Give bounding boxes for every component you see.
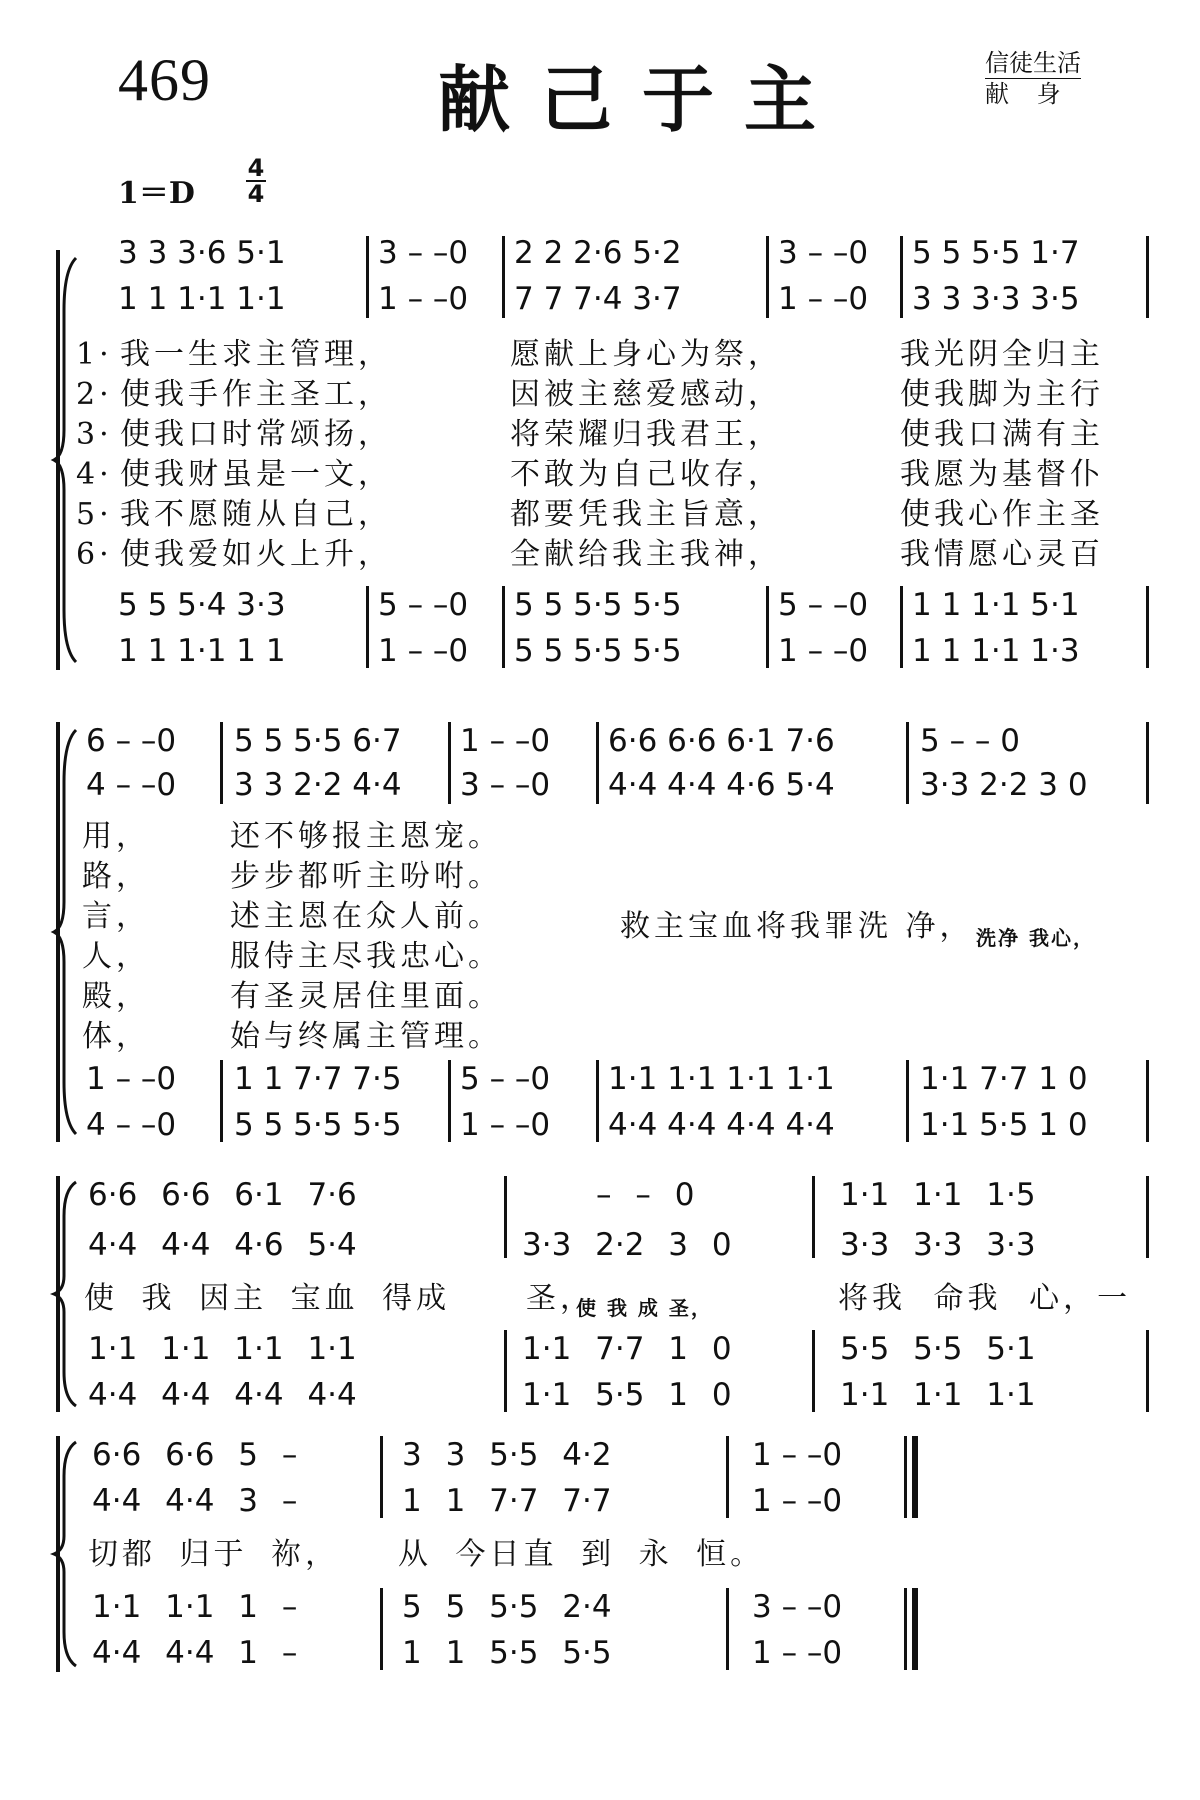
lyric-phrase: 我不愿随从自己， bbox=[120, 497, 392, 532]
barline bbox=[900, 586, 903, 668]
time-signature bbox=[246, 156, 266, 206]
subcategory: 献 身 bbox=[985, 80, 1071, 108]
barline bbox=[1146, 1060, 1149, 1142]
soprano-measure: 1·1 1·1 1·5 bbox=[840, 1177, 1036, 1213]
barline bbox=[812, 1176, 815, 1258]
tenor-measure: 5 – –0 bbox=[778, 587, 869, 623]
category: 信徒生活 bbox=[985, 49, 1081, 77]
verse-number: 3· bbox=[76, 417, 113, 452]
tenor-measure: 1 1 1·1 5·1 bbox=[912, 587, 1080, 623]
barline bbox=[1146, 1176, 1149, 1258]
soprano-measure: 5 – – 0 bbox=[920, 723, 1021, 759]
final-barline bbox=[904, 1436, 907, 1518]
lyric-phrase: 述主恩在众人前。 bbox=[230, 899, 502, 934]
lyric-phrase: 因被主慈爱感动， bbox=[510, 377, 782, 412]
verse-number: 5· bbox=[76, 497, 113, 532]
soprano-measure: – – 0 bbox=[596, 1177, 695, 1213]
lyric-phrase: 用， bbox=[82, 819, 150, 854]
soprano-measure: 5 5 5·5 1·7 bbox=[912, 235, 1080, 271]
barline bbox=[1146, 236, 1149, 318]
lyric-phrase: 使我财虽是一文， bbox=[120, 457, 392, 492]
tenor-measure: 5 5 5·5 2·4 bbox=[402, 1589, 612, 1625]
lyric-phrase: 体， bbox=[82, 1019, 150, 1054]
tenor-measure: 1·1 1·1 1·1 1·1 bbox=[608, 1061, 835, 1097]
bass-measure: 1·1 1·1 1·1 bbox=[840, 1377, 1036, 1413]
refrain-echo-lyric: 洗净 我心， bbox=[976, 926, 1095, 950]
soprano-measure: 6·6 6·6 6·1 7·6 bbox=[88, 1177, 357, 1213]
tenor-measure: 5 5 5·4 3·3 bbox=[118, 587, 286, 623]
alto-measure: 3 3 2·2 4·4 bbox=[234, 767, 402, 803]
final-barline bbox=[912, 1436, 918, 1518]
soprano-measure: 3 – –0 bbox=[778, 235, 869, 271]
bass-measure: 1 1 1·1 1·3 bbox=[912, 633, 1080, 669]
tenor-measure: 1·1 7·7 1 0 bbox=[522, 1331, 732, 1367]
barline bbox=[448, 722, 451, 804]
barline bbox=[502, 586, 505, 668]
barline bbox=[380, 1588, 383, 1670]
refrain-lyric: 救主宝血将我罪洗 净， bbox=[620, 909, 974, 944]
bass-measure: 4·4 4·4 4·4 4·4 bbox=[608, 1107, 835, 1143]
barline bbox=[596, 722, 599, 804]
barline bbox=[220, 722, 223, 804]
alto-measure: 4·4 4·4 4·6 5·4 bbox=[88, 1227, 357, 1263]
alto-measure: 4·4 4·4 4·6 5·4 bbox=[608, 767, 835, 803]
lyric-phrase: 服侍主尽我忠心。 bbox=[230, 939, 502, 974]
bass-measure: 4·4 4·4 4·4 4·4 bbox=[88, 1377, 357, 1413]
barline bbox=[448, 1060, 451, 1142]
lyric-phrase: 我愿为基督仆 bbox=[900, 457, 1104, 492]
barline bbox=[766, 586, 769, 668]
lyric-phrase: 使我爱如火上升， bbox=[120, 537, 392, 572]
barline bbox=[812, 1330, 815, 1412]
lyric-phrase: 使我口时常颂扬， bbox=[120, 417, 392, 452]
tenor-measure: 1·1 1·1 1 – bbox=[92, 1589, 298, 1625]
lyric-phrase: 使我心作主圣 bbox=[900, 497, 1104, 532]
tenor-measure: 1 – –0 bbox=[86, 1061, 177, 1097]
lyric-phrase: 使我脚为主行 bbox=[900, 377, 1104, 412]
bass-measure: 4·4 4·4 1 – bbox=[92, 1635, 298, 1671]
lyric-phrase: 切都 归于 祢， bbox=[88, 1537, 340, 1572]
system-brace-icon bbox=[48, 1436, 88, 1672]
barline bbox=[366, 236, 369, 318]
soprano-measure: 6·6 6·6 5 – bbox=[92, 1437, 298, 1473]
tenor-measure: 1·1 7·7 1 0 bbox=[920, 1061, 1088, 1097]
bass-measure: 1 – –0 bbox=[460, 1107, 551, 1143]
soprano-measure: 5 5 5·5 6·7 bbox=[234, 723, 402, 759]
tenor-measure: 5 5 5·5 5·5 bbox=[514, 587, 682, 623]
alto-measure: 3·3 3·3 3·3 bbox=[840, 1227, 1036, 1263]
barline bbox=[766, 236, 769, 318]
barline bbox=[380, 1436, 383, 1518]
echo-lyric: 使 我 成 圣， bbox=[576, 1296, 713, 1320]
lyric-phrase: 愿献上身心为祭， bbox=[510, 337, 782, 372]
verse-number: 6· bbox=[76, 537, 113, 572]
lyric-phrase: 都要凭我主旨意， bbox=[510, 497, 782, 532]
hymn-number: 469 bbox=[118, 47, 211, 113]
bass-measure: 1 1 5·5 5·5 bbox=[402, 1635, 612, 1671]
soprano-measure: 6·6 6·6 6·1 7·6 bbox=[608, 723, 835, 759]
bass-measure: 4 – –0 bbox=[86, 1107, 177, 1143]
lyric-phrase: 我光阴全归主 bbox=[900, 337, 1104, 372]
soprano-measure: 3 3 5·5 4·2 bbox=[402, 1437, 612, 1473]
barline bbox=[502, 236, 505, 318]
lyric-phrase: 始与终属主管理。 bbox=[230, 1019, 502, 1054]
barline bbox=[1146, 1330, 1149, 1412]
tenor-measure: 5·5 5·5 5·1 bbox=[840, 1331, 1036, 1367]
lyric-phrase: 路， bbox=[82, 859, 150, 894]
hymn-title: 献己于主 bbox=[438, 57, 847, 142]
bass-measure: 1·1 5·5 1 0 bbox=[920, 1107, 1088, 1143]
lyric-phrase: 人， bbox=[82, 939, 150, 974]
bass-measure: 1 – –0 bbox=[752, 1635, 843, 1671]
alto-measure: 1 – –0 bbox=[778, 281, 869, 317]
lyric-phrase: 使 我 因主 宝血 得成 bbox=[84, 1281, 451, 1316]
lyric-phrase: 言， bbox=[82, 899, 150, 934]
alto-measure: 3 3 3·3 3·5 bbox=[912, 281, 1080, 317]
barline bbox=[900, 236, 903, 318]
tenor-measure: 3 – –0 bbox=[752, 1589, 843, 1625]
lyric-phrase: 我情愿心灵百 bbox=[900, 537, 1104, 572]
alto-measure: 3·3 2·2 3 0 bbox=[522, 1227, 732, 1263]
lyric-phrase: 有圣灵居住里面。 bbox=[230, 979, 502, 1014]
lyric-phrase: 全献给我主我神， bbox=[510, 537, 782, 572]
verse-number: 4· bbox=[76, 457, 113, 492]
alto-measure: 1 – –0 bbox=[378, 281, 469, 317]
soprano-measure: 6 – –0 bbox=[86, 723, 177, 759]
bass-measure: 5 5 5·5 5·5 bbox=[234, 1107, 402, 1143]
lyric-phrase: 步步都听主吩咐。 bbox=[230, 859, 502, 894]
tenor-measure: 5 – –0 bbox=[460, 1061, 551, 1097]
soprano-measure: 1 – –0 bbox=[460, 723, 551, 759]
bass-measure: 1·1 5·5 1 0 bbox=[522, 1377, 732, 1413]
tenor-measure: 1·1 1·1 1·1 1·1 bbox=[88, 1331, 357, 1367]
final-barline bbox=[904, 1588, 907, 1670]
alto-measure: 7 7 7·4 3·7 bbox=[514, 281, 682, 317]
barline bbox=[906, 722, 909, 804]
bass-measure: 1 – –0 bbox=[778, 633, 869, 669]
alto-measure: 1 1 7·7 7·7 bbox=[402, 1483, 612, 1519]
soprano-measure: 2 2 2·6 5·2 bbox=[514, 235, 682, 271]
lyric-phrase: 使我口满有主 bbox=[900, 417, 1104, 452]
verse-number: 2· bbox=[76, 377, 113, 412]
alto-measure: 3·3 2·2 3 0 bbox=[920, 767, 1088, 803]
alto-measure: 4·4 4·4 3 – bbox=[92, 1483, 298, 1519]
soprano-measure: 1 – –0 bbox=[752, 1437, 843, 1473]
lyric-phrase: 圣， bbox=[526, 1281, 594, 1316]
time-numerator: 4 bbox=[247, 154, 265, 182]
verse-number: 1· bbox=[76, 337, 113, 372]
lyric-phrase: 不敢为自己收存， bbox=[510, 457, 782, 492]
final-barline bbox=[912, 1588, 918, 1670]
barline bbox=[726, 1436, 729, 1518]
bass-measure: 1 – –0 bbox=[378, 633, 469, 669]
lyric-phrase: 将荣耀归我君王， bbox=[510, 417, 782, 452]
system-brace-icon bbox=[48, 1176, 88, 1412]
key-signature: 1＝D bbox=[118, 176, 195, 211]
alto-measure: 1 1 1·1 1·1 bbox=[118, 281, 286, 317]
bass-measure: 1 1 1·1 1 1 bbox=[118, 633, 286, 669]
lyric-phrase: 使我手作主圣工， bbox=[120, 377, 392, 412]
barline bbox=[1146, 586, 1149, 668]
barline bbox=[504, 1330, 507, 1412]
barline bbox=[366, 586, 369, 668]
lyric-phrase: 从 今日直 到 永 恒。 bbox=[398, 1537, 765, 1572]
alto-measure: 1 – –0 bbox=[752, 1483, 843, 1519]
category-block bbox=[985, 48, 1081, 109]
lyric-phrase: 还不够报主恩宠。 bbox=[230, 819, 502, 854]
barline bbox=[220, 1060, 223, 1142]
lyric-phrase: 我一生求主管理， bbox=[120, 337, 392, 372]
tenor-measure: 1 1 7·7 7·5 bbox=[234, 1061, 402, 1097]
time-denominator: 4 bbox=[247, 180, 265, 208]
lyric-phrase: 殿， bbox=[82, 979, 150, 1014]
barline bbox=[726, 1588, 729, 1670]
barline bbox=[504, 1176, 507, 1258]
barline bbox=[596, 1060, 599, 1142]
bass-measure: 5 5 5·5 5·5 bbox=[514, 633, 682, 669]
soprano-measure: 3 – –0 bbox=[378, 235, 469, 271]
barline bbox=[1146, 722, 1149, 804]
alto-measure: 4 – –0 bbox=[86, 767, 177, 803]
soprano-measure: 3 3 3·6 5·1 bbox=[118, 235, 286, 271]
tenor-measure: 5 – –0 bbox=[378, 587, 469, 623]
alto-measure: 3 – –0 bbox=[460, 767, 551, 803]
lyric-phrase: 将我 命我 心，一 bbox=[838, 1281, 1132, 1316]
barline bbox=[906, 1060, 909, 1142]
